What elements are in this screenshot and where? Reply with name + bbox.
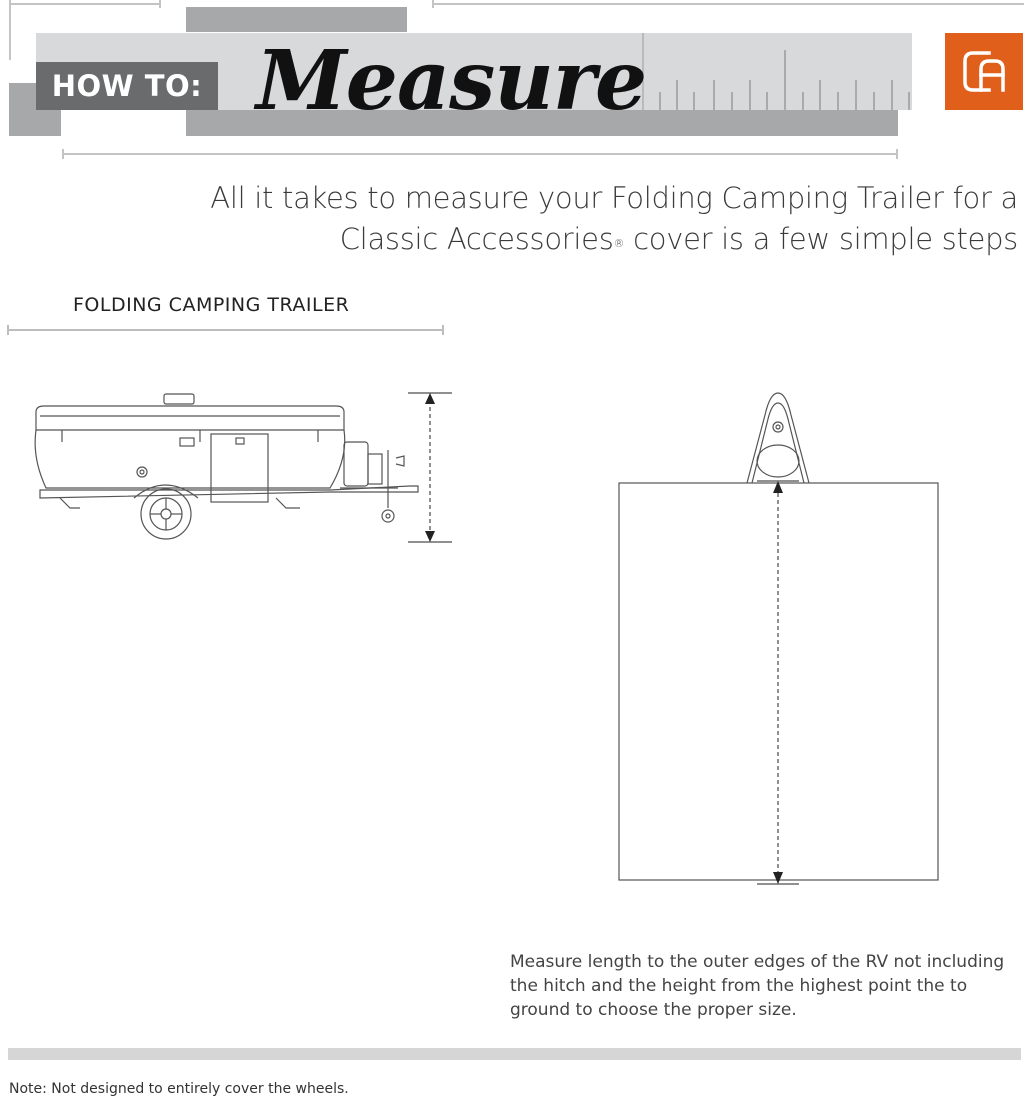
intro-headline (118, 178, 1018, 260)
section-underline (0, 322, 450, 338)
folding-camping-trailer-side-icon (0, 380, 470, 560)
registered-mark: ® (613, 237, 625, 250)
brand-name: Classic Accessories (339, 222, 614, 256)
trailer-top-view-icon (600, 385, 960, 895)
intro-line-2-tail: cover is a few simple steps (624, 222, 1018, 256)
footer-divider (8, 1048, 1021, 1060)
intro-line-1: All it takes to measure your Folding Camping Trailer for a (210, 181, 1018, 215)
measure-title: Measure (256, 33, 647, 129)
classic-accessories-logo-icon (945, 33, 1023, 110)
howto-label: HOW TO: (36, 62, 218, 110)
section-title: FOLDING CAMPING TRAILER (73, 294, 350, 316)
footer-note: Note: Not designed to entirely cover the wheels. (9, 1081, 349, 1097)
measure-instructions: Measure length to the outer edges of the RV not including the hitch and the height from the highest point the to ground to choose the proper size. (510, 952, 1005, 1020)
intro-line-2 (118, 219, 1018, 260)
